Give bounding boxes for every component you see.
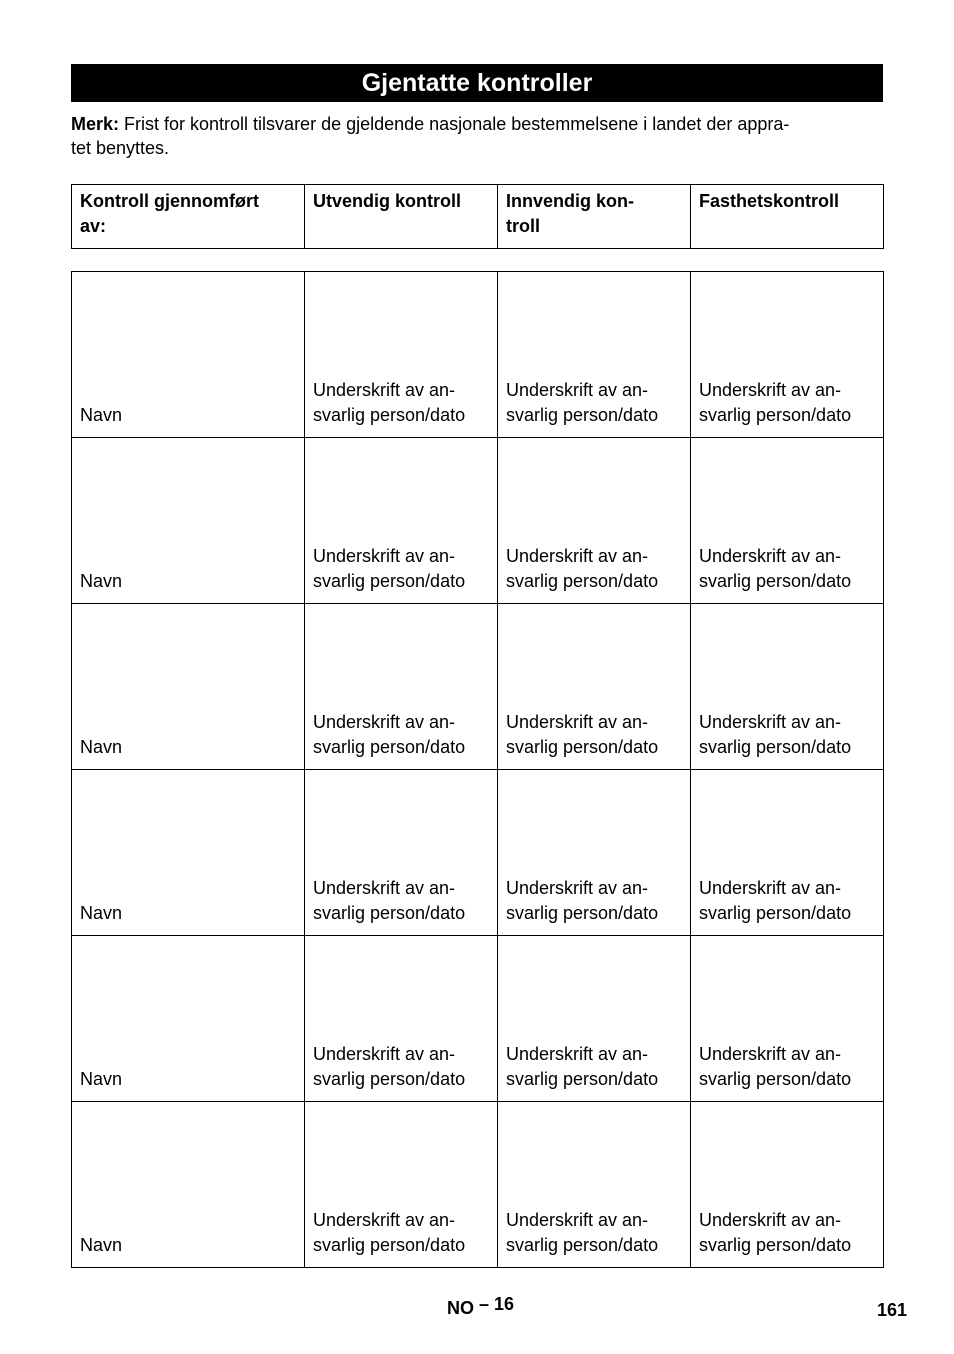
- name-cell[interactable]: Navn: [72, 272, 305, 438]
- table-row: [72, 604, 884, 770]
- footer-section: NO – 16: [447, 1294, 515, 1318]
- signature-cell[interactable]: Underskrift av an- svarlig person/dato: [305, 604, 498, 770]
- header-cell-external: Utvendig kontroll: [305, 185, 498, 249]
- signature-cell[interactable]: Underskrift av an- svarlig person/dato: [498, 272, 691, 438]
- name-cell[interactable]: Navn: [72, 1102, 305, 1268]
- signature-cell[interactable]: Underskrift av an- svarlig person/dato: [691, 1102, 884, 1268]
- page-title: Gjentatte kontroller: [71, 64, 883, 102]
- name-cell[interactable]: Navn: [72, 936, 305, 1102]
- signature-cell[interactable]: Underskrift av an- svarlig person/dato: [498, 438, 691, 604]
- signature-cell[interactable]: Underskrift av an- svarlig person/dato: [498, 1102, 691, 1268]
- name-cell[interactable]: Navn: [72, 604, 305, 770]
- table-row: [72, 438, 884, 604]
- note-text-line2: tet benyttes.: [71, 138, 170, 158]
- table-row: [72, 770, 884, 936]
- table-row: [72, 272, 884, 438]
- signature-cell[interactable]: Underskrift av an- svarlig person/dato: [305, 272, 498, 438]
- signature-cell[interactable]: Underskrift av an- svarlig person/dato: [691, 438, 884, 604]
- note-paragraph: [71, 112, 883, 160]
- signature-cell[interactable]: Underskrift av an- svarlig person/dato: [305, 1102, 498, 1268]
- signature-cell[interactable]: Underskrift av an- svarlig person/dato: [691, 936, 884, 1102]
- signature-cell[interactable]: Underskrift av an- svarlig person/dato: [498, 936, 691, 1102]
- header-cell-strength: Fasthetskontroll: [691, 185, 884, 249]
- signature-cell[interactable]: Underskrift av an- svarlig person/dato: [305, 770, 498, 936]
- signature-cell[interactable]: Underskrift av an- svarlig person/dato: [691, 272, 884, 438]
- signature-table: [71, 271, 884, 1268]
- signature-cell[interactable]: Underskrift av an- svarlig person/dato: [498, 770, 691, 936]
- signature-cell[interactable]: Underskrift av an- svarlig person/dato: [691, 770, 884, 936]
- name-cell[interactable]: Navn: [72, 770, 305, 936]
- signature-cell[interactable]: Underskrift av an- svarlig person/dato: [305, 936, 498, 1102]
- table-row: [72, 1102, 884, 1268]
- signature-cell[interactable]: Underskrift av an- svarlig person/dato: [691, 604, 884, 770]
- signature-cell[interactable]: Underskrift av an- svarlig person/dato: [305, 438, 498, 604]
- note-text-line1: Frist for kontroll tilsvarer de gjeldende nasjonale bestemmelsene i landet der appra-: [124, 114, 790, 134]
- header-cell-performed-by: Kontroll gjennomført av:: [72, 185, 305, 249]
- header-row: [72, 185, 884, 249]
- table-row: [72, 936, 884, 1102]
- header-table: [71, 184, 884, 249]
- name-cell[interactable]: Navn: [72, 438, 305, 604]
- page-number: 161: [877, 1300, 908, 1320]
- signature-cell[interactable]: Underskrift av an- svarlig person/dato: [498, 604, 691, 770]
- header-cell-internal: Innvendig kon- troll: [498, 185, 691, 249]
- note-label: Merk:: [71, 114, 120, 134]
